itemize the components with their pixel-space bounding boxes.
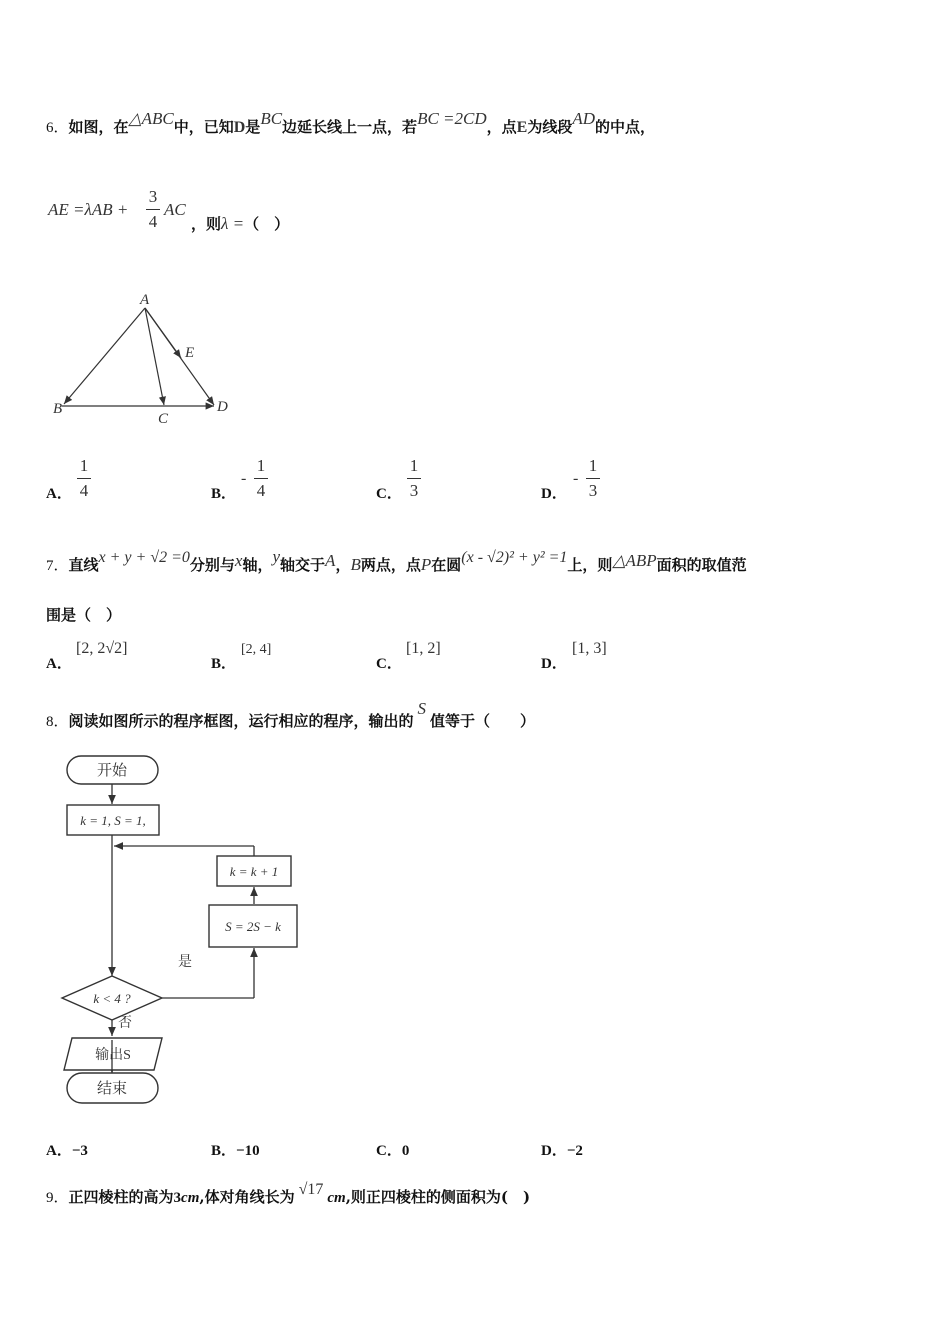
q7-option-b-label[interactable]: B． [211,656,237,672]
q6-eq-den: 4 [148,212,158,231]
q7-line2: 围是（ ） [46,606,122,624]
flow-output-label: 输出S [95,1048,131,1063]
q7-circle-equation: (x - √2)² + y² =1 [461,549,568,566]
q7-option-b-value: [2, 4] [241,642,272,657]
label-a: A [140,292,150,308]
option-label: B． [211,1143,237,1159]
q6-option-d-sign: - [573,470,579,487]
q7-number: 7． [46,558,69,574]
flow-no-label: 否 [118,1016,132,1031]
q6-option-d-value [586,456,600,501]
q7-text: 轴交于 [280,556,326,574]
q6-point-e: E [516,119,528,136]
q6-option-b-label[interactable]: B． [211,486,237,502]
q9-diagonal: √17 [298,1181,324,1198]
q6-text: ，点 [486,118,517,136]
q6-text: 中，已知 [173,118,234,136]
flow-init-label: k = 1, S = 1, [80,813,146,828]
q9-number: 9． [46,1190,69,1206]
q8-line1 [46,699,536,731]
q6-text: 如图，在 [68,118,129,136]
q6-line1 [46,109,656,137]
fraction-bar [77,478,91,479]
q7-text: 轴， [242,556,273,574]
q7-text: 上，则 [567,556,613,574]
q8-flowchart-link [56,1040,166,1072]
option-value: −10 [236,1143,260,1159]
fraction-bar [407,478,421,479]
fraction-num: 1 [79,456,89,475]
flow-update-label: S = 2S − k [225,919,281,934]
q6-text: 是 [245,118,261,136]
q7-text: 在圆 [431,556,462,574]
flow-decision-label: k < 4 ? [93,991,131,1006]
q7-option-d-label[interactable]: D． [541,656,567,672]
flow-end-label: 结束 [96,1081,128,1097]
q6-option-c-label[interactable]: C． [376,486,402,502]
q7-line-equation: x + y + √2 =0 [98,549,190,566]
q6-eq-num: 3 [148,187,158,206]
q6-condition: BC =2CD [417,109,487,128]
q7-option-d-value: [1, 3] [572,640,607,657]
q7-x: x [234,551,243,570]
q6-option-b-sign: - [241,470,247,487]
question-9 [46,1181,531,1207]
q7-text: 两点，点 [360,556,421,574]
q6-number: 6． [46,120,69,136]
q6-option-b-value [254,456,268,501]
option-value: 0 [401,1143,410,1159]
fraction-den: 3 [588,481,598,500]
fraction-den: 4 [79,481,89,500]
q6-bc: BC [260,109,283,128]
q7-b: B [350,555,361,574]
q6-lambda: λ = [221,214,245,233]
q7-triangle: △ABP [612,551,657,570]
q9-unit: cm [327,1190,346,1206]
q8-option-b[interactable] [211,1139,260,1160]
q8-text: 阅读如图所示的程序框图，运行相应的程序，输出的 [68,712,414,730]
q6-ask: ，则 [191,215,222,233]
fraction-num: 1 [409,456,419,475]
q7-text: 面积的取值范 [656,556,747,574]
q8-number: 8． [46,714,69,730]
q8-s: S [417,699,427,718]
q7-p: P [420,555,432,574]
q9-height: 3 [173,1190,182,1206]
q7-a: A [325,551,336,570]
fraction-num: 1 [256,456,266,475]
vector-ac [145,308,164,405]
label-b: B [53,401,63,417]
q6-eq-tail: AC [164,200,186,219]
q6-eq-fraction [146,187,160,232]
q7-y: y [272,547,281,566]
q6-question [191,213,289,234]
q6-text: 的中点， [595,118,656,136]
q6-option-d-label[interactable]: D． [541,486,567,502]
fraction-bar [586,478,600,479]
q6-option-a-value [77,456,91,501]
q8-text: 值等于（ ） [430,712,536,730]
fraction-bar [146,209,160,210]
fraction-bar [254,478,268,479]
flow-start-label: 开始 [96,763,128,779]
option-label: A． [46,1143,72,1159]
q6-point-d: D [233,119,246,136]
q6-paren: （ ） [244,215,290,233]
fraction-den: 3 [409,481,419,500]
option-label: D． [541,1143,567,1159]
q9-text: 正四棱柱的高为 [68,1188,174,1206]
q8-option-a[interactable] [46,1139,88,1160]
label-d: D [217,399,228,415]
label-c: C [158,411,169,427]
q7-option-c-label[interactable]: C． [376,656,402,672]
q8-option-d[interactable] [541,1139,583,1160]
q9-unit: cm [181,1190,200,1206]
q6-eq-tail-wrap [164,200,186,220]
q6-text: 为线段 [527,118,573,136]
q7-option-c-value: [1, 2] [406,640,441,657]
q7-text: ， [335,556,351,574]
q7-text: 分别与 [189,556,235,574]
label-e: E [185,345,195,361]
q7-option-a-value: [2, 2√2] [76,640,128,657]
q6-triangle: △ABC [128,109,174,128]
q8-flowchart-end [56,1070,166,1106]
flow-yes-label: 是 [178,955,192,970]
q6-equation [48,200,128,220]
q6-option-c-value [407,456,421,501]
flow-increment-label: k = k + 1 [229,864,279,879]
q9-text: ,则正四棱柱的侧面积为( ) [345,1188,531,1206]
q7-line1 [46,547,747,575]
option-value: −3 [71,1143,88,1159]
q6-option-a-label[interactable]: A． [46,486,72,502]
q6-triangle-figure [50,288,240,428]
option-label: C． [376,1143,402,1159]
q8-option-c[interactable] [376,1139,409,1160]
q9-text: ,体对角线长为 [199,1188,295,1206]
vector-ab [64,308,145,404]
option-value: −2 [566,1143,583,1159]
q7-option-a-label[interactable]: A． [46,656,72,672]
fraction-num: 1 [588,456,598,475]
q6-text: 边延长线上一点，若 [282,118,418,136]
fraction-den: 4 [256,481,266,500]
q6-ad: AD [572,109,595,128]
q6-eq-lhs: AE =λAB + [48,200,129,219]
q7-text: 直线 [68,556,99,574]
